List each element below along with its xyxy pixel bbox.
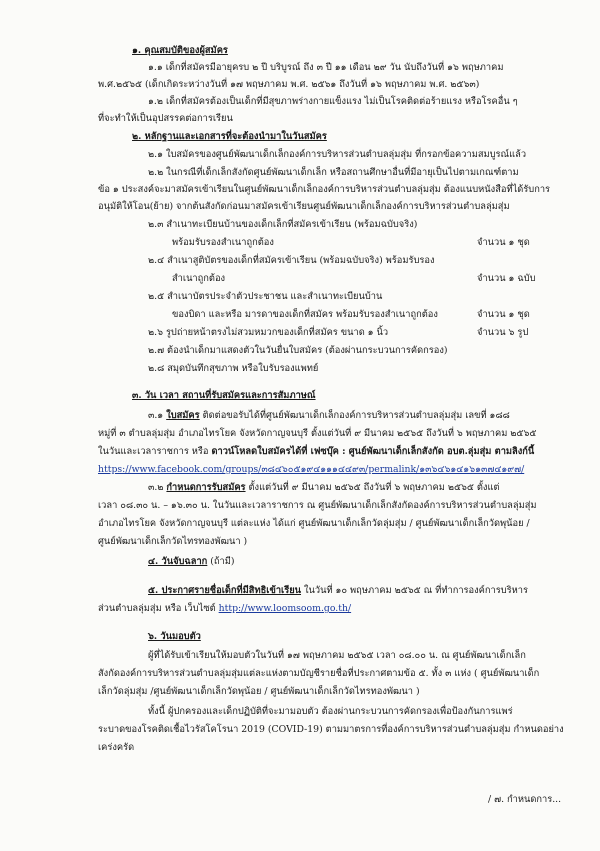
item-2-3-line1: ๒.๓ สำเนาทะเบียนบ้านของเด็กเล็กที่สมัครเข้าเรียน (พร้อมฉบับจริง) [148,219,418,230]
item-3-2-line2: เวลา ๐๘.๓๐ น. – ๑๖.๓๐ น. ในวันและเวลาราชการ ณ ศูนย์พัฒนาเด็กเล็กสังกัดองค์การบริหารส่วนตำบลลุ่มสุ่ม [98,500,537,511]
item-6-note-line1: ทั้งนี้ ผู้ปกครองและเด็กปฏิบัติที่จะมามอบตัว ต้องผ่านกระบวนการคัดกรองเพื่อป้องกันการแพร่ [148,706,513,717]
item-6-note-line3: เคร่งครัด [98,742,135,753]
download-note: ดาวน์โหลดใบสมัครได้ที่ เฟซบุ๊ค : ศูนย์พัฒนาเด็กเล็กสังกัด อบต.ลุ่มสุ่ม ตามลิงก์นี้ [211,446,535,457]
item-2-4-line2: สำเนาถูกต้อง [172,273,226,284]
item-3-1-line1: ๓.๑ ใบสมัคร ติดต่อขอรับได้ที่ศูนย์พัฒนาเด็กเล็กองค์การบริหารส่วนตำบลลุ่มสุ่ม เลขที่ ๑๘๘ [148,410,510,421]
item-3-2-line3: อำเภอไทรโยค จังหวัดกาญจนบุรี แต่ละแห่ง ได้แก่ ศูนย์พัฒนาเด็กเล็กวัดลุ่มสุ่ม / ศูนย์พัฒนาเด็กเล็กวัดพุน้อย / [98,518,530,529]
item-2-5-line2: ของบิดา และหรือ มารดาของเด็กที่สมัคร พร้อมรับรองสำเนาถูกต้อง [172,309,438,320]
item-2-2-line3: อนุมัติให้โอน(ย้าย) จากต้นสังกัดก่อนมาสมัครเข้าเรียนศูนย์พัฒนาเด็กเล็กองค์การบริหารส่วนตำบลลุ่มสุ่ม [98,201,510,212]
item-6-line3: เล็กวัดลุ่มสุ่ม /ศูนย์พัฒนาเด็กเล็กวัดพุน้อย / ศูนย์พัฒนาเด็กเล็กวัดไทรทองพัฒนา ) [98,686,420,697]
item-2-7: ๒.๗ ต้องนำเด็กมาแสดงตัวในวันยื่นใบสมัคร (ต้องผ่านกระบวนการคัดกรอง) [148,345,448,356]
item-3-1-line2: หมู่ที่ ๓ ตำบลลุ่มสุ่ม อำเภอไทรโยค จังหวัดกาญจนบุรี ตั้งแต่วันที่ ๙ มีนาคม ๒๕๖๕ ถึงวันที่ ๖ พฤษภาคม ๒๕๖๕ [98,428,537,439]
item-2-2-line1: ๒.๒ ในกรณีที่เด็กเล็กสังกัดศูนย์พัฒนาเด็กเล็ก หรือสถานศึกษาอื่นที่มีอายุเป็นไปตามเกณฑ์ตาม [148,167,519,178]
item-1-2-line1: ๑.๒ เด็กที่สมัครต้องเป็นเด็กที่มีสุขภาพร่างกายแข็งแรง ไม่เป็นโรคติดต่อร้ายแรง หรือโรคอื่น ๆ [148,96,518,107]
item-2-3-line2: พร้อมรับรองสำเนาถูกต้อง [172,237,274,248]
section-2-heading: ๒. หลักฐานและเอกสารที่จะต้องนำมาในวันสมัคร [132,131,327,142]
schedule-label: กำหนดการรับสมัคร [166,482,246,493]
item-2-1: ๒.๑ ใบสมัครของศูนย์พัฒนาเด็กเล็กองค์การบริหารส่วนตำบลลุ่มสุ่ม ที่กรอกข้อความสมบูรณ์แล้ว [148,149,527,160]
item-3-1-line3: ในวันและเวลาราชการ หรือ ดาวน์โหลดใบสมัครได้ที่ เฟซบุ๊ค : ศูนย์พัฒนาเด็กเล็กสังกัด อบต.ลุ่มสุ่ม ตามลิงก์นี้ [98,446,535,457]
section-4-heading: ๔. วันจับฉลาก [148,556,208,567]
continuation-footer: / ๗. กำหนดการ... [488,794,562,805]
item-2-5-quantity: จำนวน ๑ ชุด [477,309,530,320]
section-6-heading: ๖. วันมอบตัว [148,631,201,642]
section-5-heading: ๕. ประกาศรายชื่อเด็กที่มีสิทธิเข้าเรียน [148,585,302,596]
item-2-4-line1: ๒.๔ สำเนาสูติบัตรของเด็กที่สมัครเข้าเรียน (พร้อมฉบับจริง) พร้อมรับรอง [148,255,435,266]
item-2-8: ๒.๘ สมุดบันทึกสุขภาพ หรือใบรับรองแพทย์ [148,363,319,374]
item-6-line1: ผู้ที่ได้รับเข้าเรียนให้มอบตัวในวันที่ ๑๗ พฤษภาคม ๒๕๖๕ เวลา ๐๘.๐๐ น. ณ ศูนย์พัฒนาเด็กเล็ก [148,650,526,661]
section-5-line2: ส่วนตำบลลุ่มสุ่ม หรือ เว็บไซต์ http://www.loomsoom.go.th/ [98,603,352,614]
section-5-line1: ๕. ประกาศรายชื่อเด็กที่มีสิทธิเข้าเรียน ในวันที่ ๑๐ พฤษภาคม ๒๕๖๕ ณ ที่ทำการองค์การบริหาร [148,585,528,596]
item-3-2-line4: ศูนย์พัฒนาเด็กเล็กวัดไทรทองพัฒนา ) [98,536,248,547]
item-2-6-quantity: จำนวน ๖ รูป [477,327,529,338]
section-3-heading: ๓. วัน เวลา สถานที่รับสมัครและการสัมภาษณ์ [132,390,316,401]
section-4: ๔. วันจับฉลาก (ถ้ามี) [148,556,235,567]
website-link[interactable]: http://www.loomsoom.go.th/ [218,603,352,614]
facebook-link[interactable]: https://www.facebook.com/groups/๓๘๔๖๐๕๑๙๔๑๑๑๔๔๙๓/permalink/๑๓๖๔๖๑๔๑๖๑๓๗๔๑๙๗/ [98,464,525,475]
item-1-2-line2: ที่จะทำให้เป็นอุปสรรคต่อการเรียน [98,113,233,124]
item-6-line2: สังกัดองค์การบริหารส่วนตำบลลุ่มสุ่มแต่ละแห่งตามบัญชีรายชื่อที่ประกาศตามข้อ ๕. ทั้ง ๓ แห่ง ( ศูนย์พัฒนาเด็ก [98,668,540,679]
item-6-note-line2: ระบาดของโรคติดเชื้อไวรัสโคโรนา 2019 (COVID-19) ตามมาตรการที่องค์การบริหารส่วนตำบลลุ่มสุ่ม กำหนดอย่าง [98,724,564,735]
item-3-2-line1: ๓.๒ กำหนดการรับสมัคร ตั้งแต่วันที่ ๙ มีนาคม ๒๕๖๕ ถึงวันที่ ๖ พฤษภาคม ๒๕๖๕ ตั้งแต่ [148,482,500,493]
item-1-1-line2: พ.ศ.๒๕๖๕ (เด็กเกิดระหว่างวันที่ ๑๗ พฤษภาคม พ.ศ. ๒๕๖๑ ถึงวันที่ ๑๖ พฤษภาคม พ.ศ. ๒๕๖๓) [98,79,480,90]
item-2-6: ๒.๖ รูปถ่ายหน้าตรงไม่สวมหมวกของเด็กที่สมัคร ขนาด ๑ นิ้ว [148,327,389,338]
item-1-1-line1: ๑.๑ เด็กที่สมัครมีอายุครบ ๒ ปี บริบูรณ์ ถึง ๓ ปี ๑๑ เดือน ๒๙ วัน นับถึงวันที่ ๑๖ พฤษภาคม [148,62,504,73]
item-2-4-quantity: จำนวน ๑ ฉบับ [477,273,536,284]
item-2-3-quantity: จำนวน ๑ ชุด [477,237,530,248]
item-2-2-line2: ข้อ ๑ ประสงค์จะมาสมัครเข้าเรียนในศูนย์พัฒนาเด็กเล็กองค์การบริหารส่วนตำบลลุ่มสุ่ม ต้องแนบหนังสือที่ได้รับการ [98,184,551,195]
item-2-5-line1: ๒.๕ สำเนาบัตรประจำตัวประชาชน และสำเนาทะเบียนบ้าน [148,291,383,302]
application-form-label: ใบสมัคร [166,410,200,421]
section-1-heading: ๑. คุณสมบัติของผู้สมัคร [132,45,228,56]
